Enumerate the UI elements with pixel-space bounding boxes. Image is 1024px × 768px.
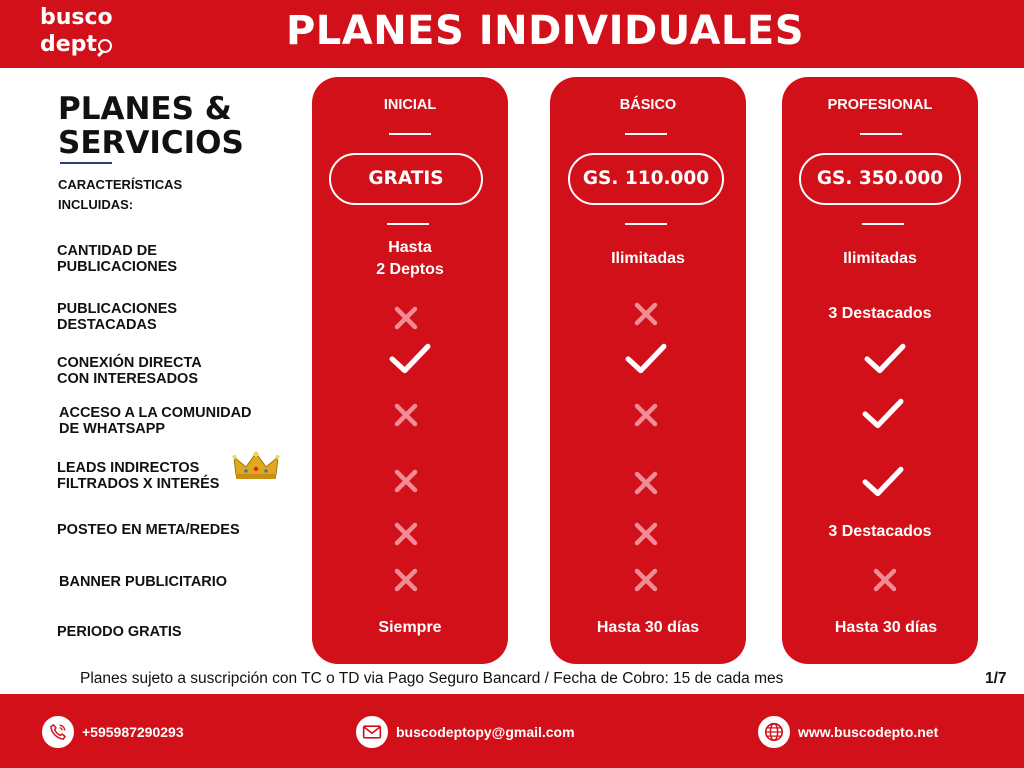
- feature-destacadas: [57, 301, 307, 333]
- logo-line1: busco: [40, 5, 113, 30]
- feature-posteo: [57, 522, 307, 538]
- feature-line1: PUBLICACIONES: [57, 301, 178, 317]
- feature-line2: CON INTERESADOS: [57, 371, 198, 387]
- feature-line2: DE WHATSAPP: [59, 421, 166, 437]
- section-title-line2: SERVICIOS: [58, 125, 244, 161]
- cell-periodo: Hasta 30 días: [596, 619, 700, 636]
- feature-line1: CONEXIÓN DIRECTA: [57, 355, 202, 371]
- header-bar: [0, 0, 1024, 68]
- phone-text: +595987290293: [82, 724, 184, 740]
- contact-website[interactable]: [758, 716, 938, 748]
- check-icon: [862, 466, 904, 498]
- check-icon: [864, 343, 906, 375]
- cross-icon: [634, 471, 658, 495]
- cell-cantidad-line1: Hasta: [388, 239, 432, 256]
- cross-icon: [394, 568, 418, 592]
- cross-icon: [394, 522, 418, 546]
- contact-phone[interactable]: [42, 716, 184, 748]
- globe-icon: [758, 716, 790, 748]
- cell-cantidad: Ilimitadas: [611, 250, 685, 267]
- plan-card-basico: [550, 77, 746, 664]
- plan-name: INICIAL: [383, 97, 437, 113]
- divider: [387, 223, 429, 225]
- feature-line2: FILTRADOS X INTERÉS: [57, 476, 220, 492]
- plan-name: PROFESIONAL: [827, 97, 933, 113]
- phone-icon: [42, 716, 74, 748]
- feature-line1: ACCESO A LA COMUNIDAD: [59, 405, 252, 421]
- feature-line2: PUBLICACIONES: [57, 259, 178, 275]
- feature-line1: CANTIDAD DE: [57, 243, 157, 259]
- feature-whatsapp: [59, 405, 309, 437]
- cross-icon: [873, 568, 897, 592]
- divider: [860, 133, 902, 135]
- cross-icon: [394, 306, 418, 330]
- footnote: Planes sujeto a suscripción con TC o TD via Pago Seguro Bancard / Fecha de Cobro: 15 de cada mes: [80, 670, 784, 687]
- feature-line1: PERIODO GRATIS: [57, 624, 182, 640]
- feature-line1: POSTEO EN META/REDES: [57, 522, 240, 538]
- price-pill[interactable]: GRATIS: [329, 153, 483, 205]
- logo-pin-icon: [98, 39, 112, 53]
- feature-line1: LEADS INDIRECTOS: [57, 460, 200, 476]
- crown-icon: [232, 451, 280, 481]
- feature-banner: [59, 574, 309, 590]
- cell-cantidad: Ilimitadas: [843, 250, 917, 267]
- feature-line2: DESTACADAS: [57, 317, 157, 333]
- plan-name: BÁSICO: [619, 97, 677, 113]
- feature-line1: BANNER PUBLICITARIO: [59, 574, 228, 590]
- check-icon: [625, 343, 667, 375]
- cell-destacadas: 3 Destacados: [828, 305, 932, 322]
- page-title: PLANES INDIVIDUALES: [285, 8, 805, 54]
- feature-cantidad: [57, 243, 307, 275]
- cross-icon: [394, 469, 418, 493]
- website-text: www.buscodepto.net: [798, 724, 939, 740]
- cross-icon: [634, 568, 658, 592]
- check-icon: [389, 343, 431, 375]
- email-text: buscodeptopy@gmail.com: [396, 724, 575, 740]
- cell-periodo: Siempre: [378, 619, 442, 636]
- features-heading-line2: INCLUIDAS:: [58, 197, 134, 212]
- features-heading-line1: CARACTERÍSTICAS: [58, 177, 183, 192]
- feature-periodo: [57, 624, 307, 640]
- cross-icon: [634, 403, 658, 427]
- section-title-line1: PLANES &: [58, 91, 232, 127]
- cross-icon: [394, 403, 418, 427]
- contact-email[interactable]: [356, 716, 575, 748]
- cell-posteo: 3 Destacados: [828, 523, 932, 540]
- divider: [625, 223, 667, 225]
- divider: [625, 133, 667, 135]
- cross-icon: [634, 522, 658, 546]
- check-icon: [862, 398, 904, 430]
- footer-bar: [0, 694, 1024, 768]
- price-pill[interactable]: GS. 110.000: [568, 153, 724, 205]
- feature-conexion: [57, 355, 307, 387]
- cell-cantidad-line2: 2 Deptos: [376, 261, 444, 278]
- section-title: [58, 92, 244, 160]
- logo-line2: dept: [40, 32, 97, 57]
- cell-periodo: Hasta 30 días: [834, 619, 938, 636]
- page-number: 1/7: [985, 670, 1007, 687]
- cell-cantidad: [312, 237, 508, 281]
- mail-icon: [356, 716, 388, 748]
- cross-icon: [634, 302, 658, 326]
- divider: [862, 223, 904, 225]
- features-heading: [58, 175, 238, 215]
- plan-card-inicial: [312, 77, 508, 664]
- divider: [389, 133, 431, 135]
- price-pill[interactable]: GS. 350.000: [799, 153, 961, 205]
- plan-card-profesional: [782, 77, 978, 664]
- section-underline: [60, 162, 112, 164]
